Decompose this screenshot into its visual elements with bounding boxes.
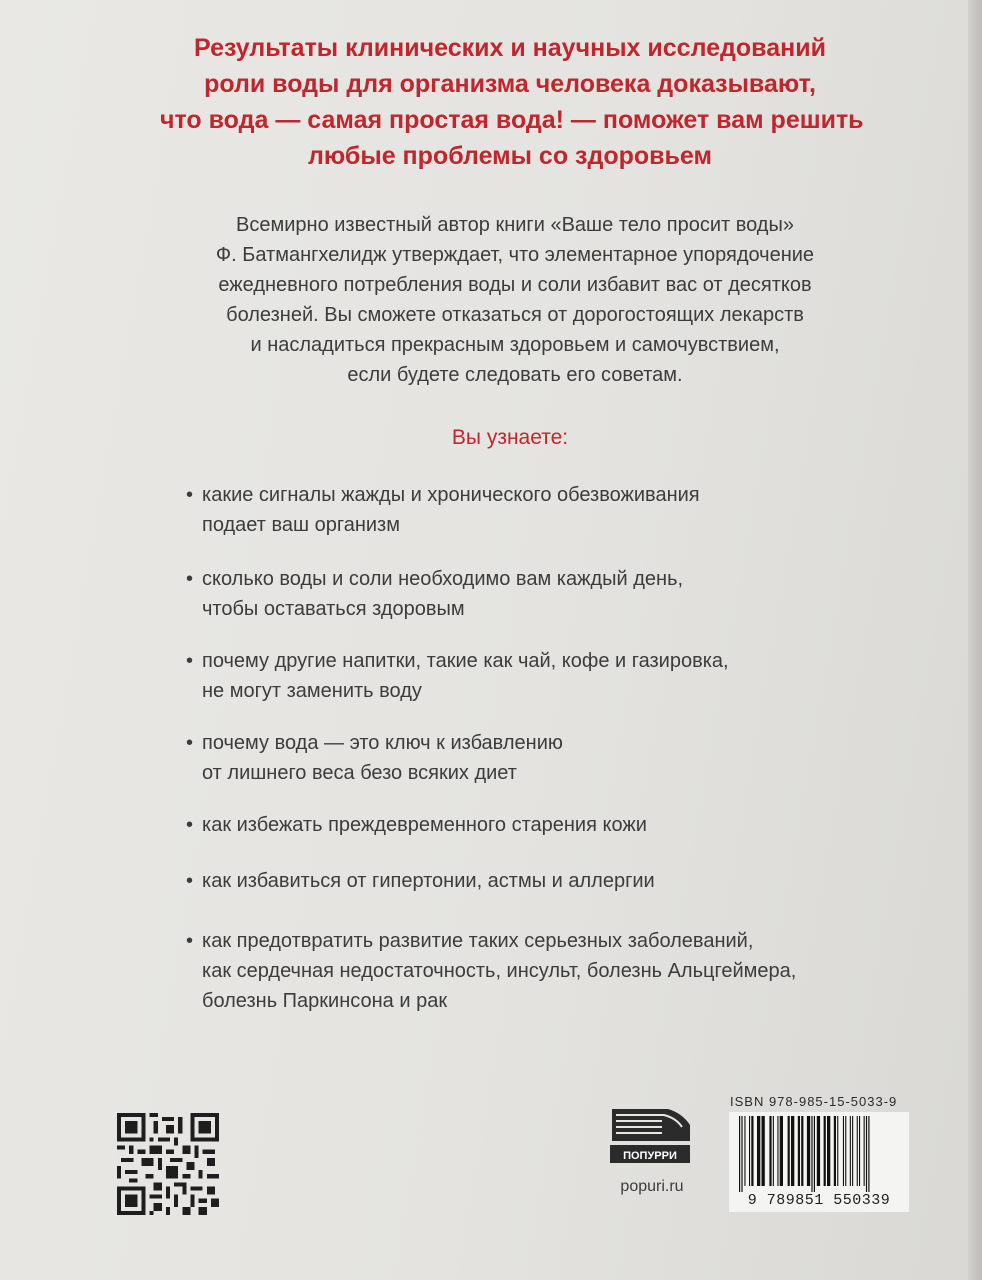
barcode-digits: 9 789851 550339	[747, 1192, 891, 1209]
publisher-book-logo-icon	[606, 1105, 694, 1167]
barcode-bar	[859, 1116, 860, 1186]
intro-line: Всемирно известный автор книги «Ваше тело просит воды»	[236, 214, 794, 236]
bullet-line: какие сигналы жажды и хронического обезвоживания	[202, 484, 700, 506]
barcode-bar	[811, 1116, 812, 1192]
barcode-bar	[741, 1116, 742, 1192]
barcode-bar	[850, 1116, 851, 1186]
bullet-item	[186, 926, 796, 1016]
bullet-dot-icon: •	[186, 814, 194, 836]
bullet-dot-icon: •	[186, 568, 194, 590]
publisher-logo-text: ПОПУРРИ	[623, 1150, 677, 1162]
headline-line: Результаты клинических и научных исследований	[194, 34, 826, 62]
barcode-bar	[845, 1116, 846, 1186]
bullet-line: как избавиться от гипертонии, астмы и аллергии	[202, 870, 655, 892]
bullet-line: сколько воды и соли необходимо вам каждый день,	[202, 568, 684, 590]
bullet-item	[186, 480, 700, 540]
intro-line: ежедневного потребления воды и соли избавит вас от десятков	[218, 274, 812, 296]
barcode	[729, 1112, 909, 1212]
bullet-line: как предотвратить развитие таких серьезных заболеваний,	[202, 930, 754, 952]
barcode-bar	[777, 1116, 778, 1186]
intro-line: Ф. Батмангхелидж утверждает, что элементарное упорядочение	[215, 244, 815, 266]
barcode-bar	[817, 1116, 820, 1186]
cover-edge-shadow	[968, 0, 982, 1280]
barcode-bar	[866, 1116, 867, 1192]
barcode-bar	[769, 1116, 771, 1186]
headline-line: любые проблемы со здоровьем	[308, 142, 712, 170]
bullet-dot-icon: •	[186, 870, 194, 892]
headline	[160, 30, 864, 174]
bullet-line: чтобы оставаться здоровым	[202, 598, 465, 620]
bullet-line: как сердечная недостаточность, инсульт, болезнь Альцгеймера,	[202, 960, 797, 982]
qr-code-icon	[117, 1113, 219, 1215]
bullet-item	[186, 646, 729, 706]
barcode-bar	[868, 1116, 869, 1192]
intro-line: если будете следовать его советам.	[347, 364, 683, 386]
barcode-bar	[762, 1116, 765, 1186]
barcode-bar	[739, 1116, 740, 1192]
barcode-bar	[807, 1116, 810, 1186]
barcode-bar	[801, 1116, 803, 1186]
intro-line: и насладиться прекрасным здоровьем и самочувствием,	[250, 334, 780, 356]
bullet-dot-icon: •	[186, 484, 194, 506]
barcode-bar	[798, 1116, 800, 1186]
barcode-icon	[737, 1116, 901, 1192]
bullet-line: от лишнего веса безо всяких диет	[202, 762, 517, 784]
barcode-bar	[744, 1116, 745, 1186]
bullet-item	[186, 866, 655, 896]
bullet-item	[186, 728, 563, 788]
barcode-bar	[791, 1116, 794, 1186]
bullet-item	[186, 564, 683, 624]
barcode-bar	[751, 1116, 753, 1186]
barcode-bar	[814, 1116, 815, 1192]
barcode-bar	[780, 1116, 783, 1186]
isbn-label: ISBN 978-985-15-5033-9	[730, 1094, 898, 1109]
bullet-line: не могут заменить воду	[202, 680, 422, 702]
barcode-bar	[837, 1116, 838, 1186]
publisher-site: popuri.ru	[620, 1178, 684, 1195]
bullet-dot-icon: •	[186, 732, 194, 754]
headline-line: что вода — самая простая вода! — поможет вам решить	[160, 106, 864, 134]
barcode-bar	[749, 1116, 750, 1186]
barcode-bar	[827, 1116, 830, 1186]
headline-line: роли воды для организма человека доказывают,	[204, 70, 816, 98]
barcode-bar	[843, 1116, 844, 1186]
bullet-dot-icon: •	[186, 930, 194, 952]
intro-line: болезней. Вы сможете отказаться от дорогостоящих лекарств	[226, 304, 804, 326]
bullet-line: подает ваш организм	[202, 514, 400, 536]
learn-heading: Вы узнаете:	[451, 426, 569, 449]
bullet-line: почему вода — это ключ к избавлению	[202, 732, 563, 754]
bullet-dot-icon: •	[186, 650, 194, 672]
barcode-bar	[757, 1116, 760, 1186]
barcode-bar	[857, 1116, 858, 1186]
bullet-line: почему другие напитки, такие как чай, кофе и газировка,	[202, 650, 729, 672]
barcode-bar	[834, 1116, 836, 1186]
bullet-line: болезнь Паркинсона и рак	[202, 990, 448, 1012]
barcode-bar	[864, 1116, 865, 1186]
barcode-bar	[852, 1116, 853, 1186]
barcode-bar	[773, 1116, 774, 1186]
intro-paragraph	[150, 210, 880, 390]
bullet-item	[186, 810, 647, 840]
barcode-bar	[824, 1116, 826, 1186]
barcode-bar	[788, 1116, 790, 1186]
bullet-line: как избежать преждевременного старения кожи	[202, 814, 647, 836]
